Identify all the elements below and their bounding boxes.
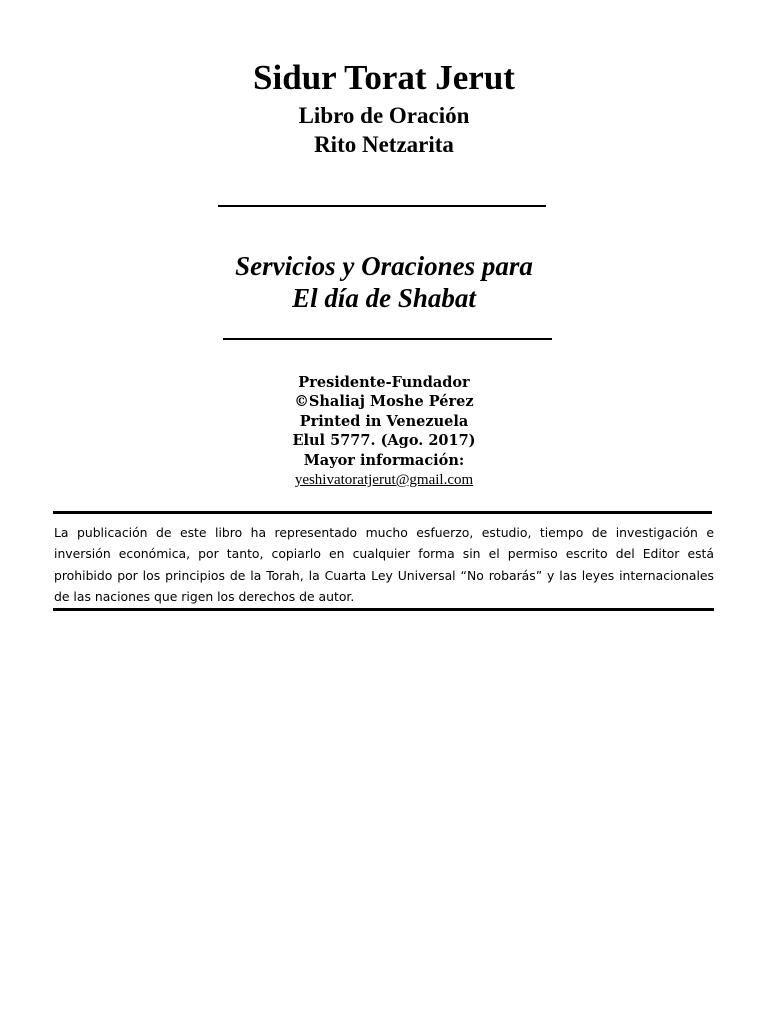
divider-line [218,205,546,207]
book-subtitle-line1: Libro de Oración [298,103,470,128]
section-title-line1: Servicios y Oraciones para [235,251,533,281]
credits-date: Elul 5777. (Ago. 2017) [292,432,476,450]
notice-bottom-border [53,608,714,611]
credits-more-info: Mayor información: [303,451,465,469]
credits-block [0,373,768,490]
notice-top-border [53,511,712,514]
credits-author: ©Shaliaj Moshe Pérez [294,393,474,411]
email-link[interactable]: yeshivatoratjerut@gmail.com [294,472,474,489]
book-subtitle-line2: Rito Netzarita [314,132,454,157]
divider-line [223,338,552,340]
credits-role: Presidente-Fundador [298,374,470,391]
book-title: Sidur Torat Jerut [253,58,515,97]
section-title-line2: El día de Shabat [292,283,476,313]
credits-printed: Printed in Venezuela [299,412,469,430]
copyright-notice: La publicación de este libro ha representado mucho esfuerzo, estudio, tiempo de investigación e inversión económica, por tanto, copiarlo en cualquier forma sin el permiso escrito del Editor está prohibido por los principios de la Torah, la Cuarta Ley Universal “No robarás” y las leyes internacionales de las naciones que rigen los derechos de autor. [54,525,714,605]
